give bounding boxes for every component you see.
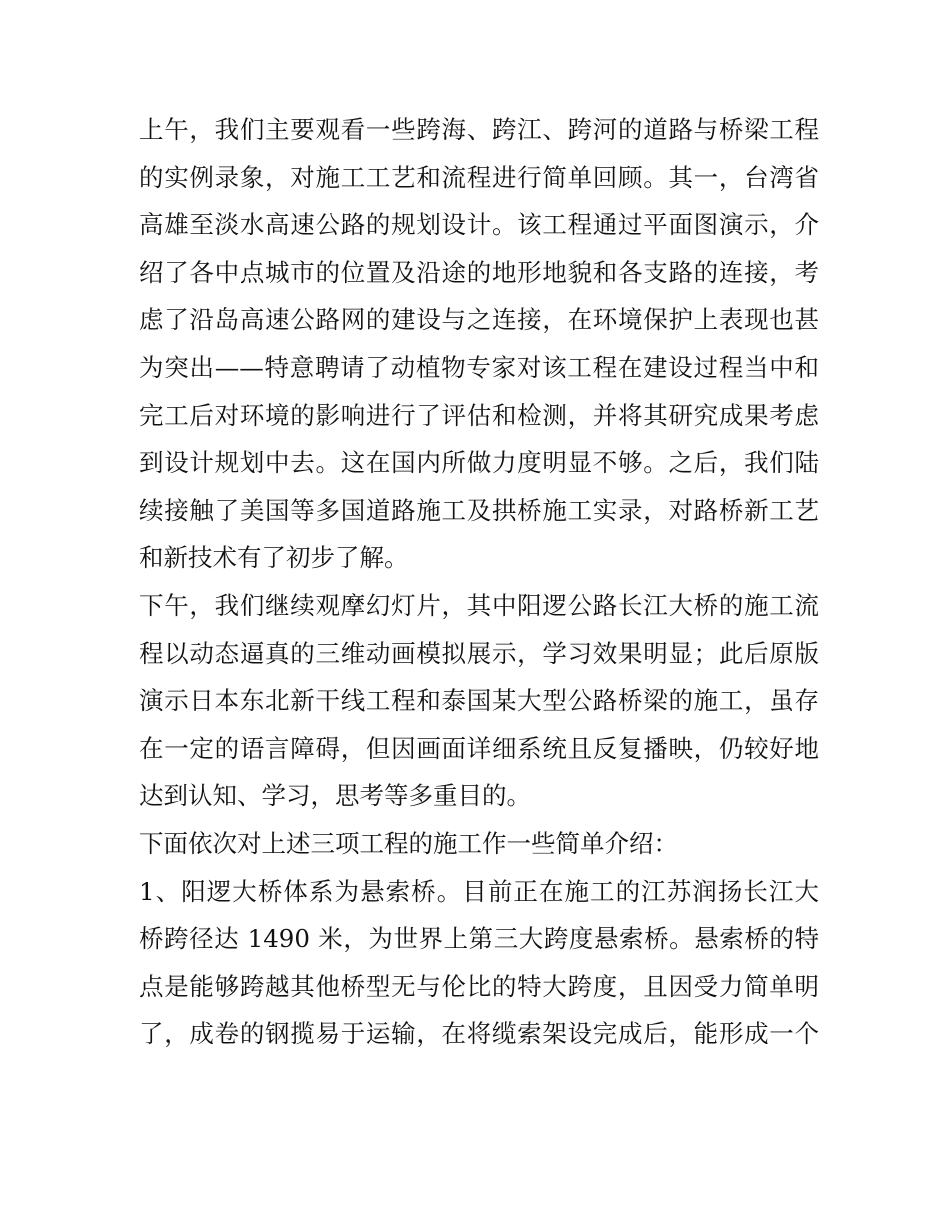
text-line: 程以动态逼真的三维动画模拟展示，学习效果明显；此后原版 [139, 638, 819, 668]
paragraph-afternoon [139, 582, 819, 820]
text-line: 完工后对环境的影响进行了评估和检测，并将其研究成果考虑 [139, 400, 819, 430]
text-line: 虑了沿岛高速公路网的建设与之连接，在环境保护上表现也甚 [139, 305, 819, 335]
text-line: 了，成卷的钢揽易于运输，在将缆索架设完成后，能形成一个 [139, 1019, 819, 1049]
text-line: 达到认知、学习，思考等多重目的。 [139, 781, 531, 811]
text-line: 绍了各中点城市的位置及沿途的地形地貌和各支路的连接，考 [139, 257, 819, 287]
text-line: 在一定的语言障碍，但因画面详细系统且反复播映，仍较好地 [139, 733, 819, 763]
text-line: 下午，我们继续观摩幻灯片，其中阳逻公路长江大桥的施工流 [139, 590, 819, 620]
document-body [139, 106, 819, 1058]
text-line: 桥跨径达 1490 米，为世界上第三大跨度悬索桥。悬索桥的特 [139, 924, 819, 954]
text-line: 和新技术有了初步了解。 [139, 543, 409, 573]
text-line: 续接触了美国等多国道路施工及拱桥施工实录，对路桥新工艺 [139, 495, 819, 525]
paragraph-intro [139, 820, 819, 868]
text-line: 1、阳逻大桥体系为悬索桥。目前正在施工的江苏润扬长江大 [139, 876, 819, 906]
paragraph-morning [139, 106, 819, 582]
text-line: 演示日本东北新干线工程和泰国某大型公路桥梁的施工，虽存 [139, 686, 819, 716]
text-line: 高雄至淡水高速公路的规划设计。该工程通过平面图演示，介 [139, 210, 819, 240]
text-line: 的实例录象，对施工工艺和流程进行简单回顾。其一，台湾省 [139, 162, 819, 192]
text-line: 点是能够跨越其他桥型无与伦比的特大跨度，且因受力简单明 [139, 971, 819, 1001]
text-line: 下面依次对上述三项工程的施工作一些简单介绍： [139, 828, 678, 858]
text-line: 到设计规划中去。这在国内所做力度明显不够。之后，我们陆 [139, 448, 819, 478]
text-line: 为突出——特意聘请了动植物专家对该工程在建设过程当中和 [139, 352, 819, 382]
paragraph-item-1 [139, 868, 819, 1058]
text-line: 上午，我们主要观看一些跨海、跨江、跨河的道路与桥梁工程 [139, 115, 819, 144]
